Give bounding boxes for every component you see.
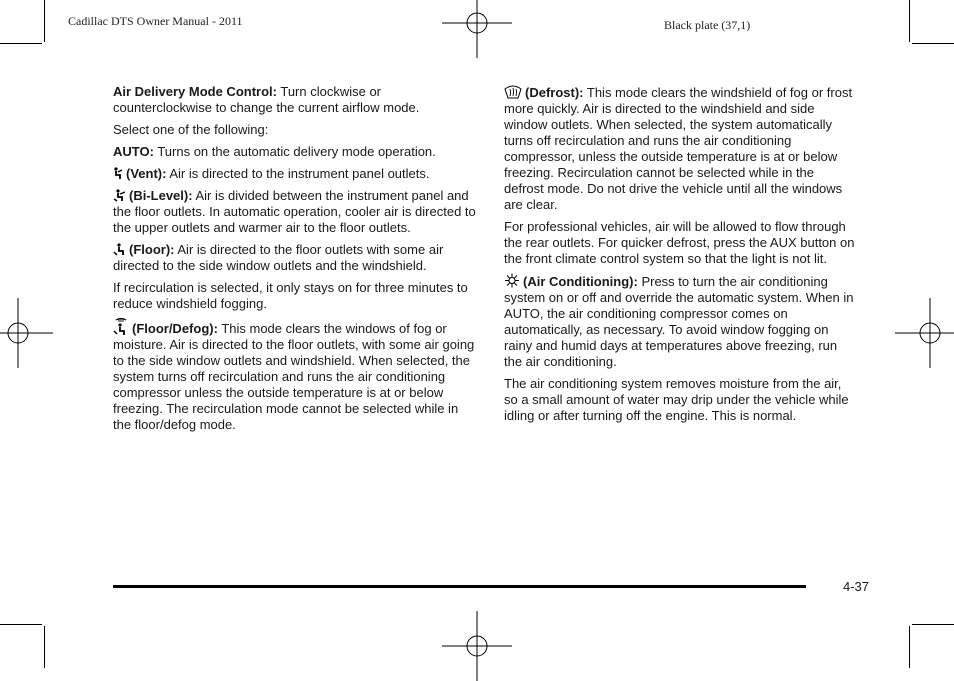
- paragraph-recirculation: [113, 280, 479, 312]
- header-plate-label: Black plate (37,1): [664, 18, 751, 32]
- paragraph-vent: [113, 166, 479, 182]
- registration-mark-bottom: [442, 611, 512, 681]
- text-bi-level: Air is divided between the instrument panel and the floor outlets. In automatic operation, cooler air is directed to the upper outlets and warmer air to the floor outlets.: [113, 188, 476, 235]
- header-manual-title: Cadillac DTS Owner Manual - 2011: [68, 14, 243, 28]
- floor-defog-mode-icon: [113, 318, 129, 336]
- paragraph-professional: [504, 219, 856, 267]
- paragraph-air-conditioning: [504, 273, 856, 370]
- text-select: Select one of the following:: [113, 122, 269, 137]
- term-floor-defog: (Floor/Defog):: [132, 321, 218, 336]
- paragraph-air-delivery: [113, 84, 479, 116]
- text-defrost: This mode clears the windshield of fog or frost more quickly. Air is directed to the windshield and side window outlets. When selected, the system automatically turns off recirculation and runs the air conditioning compressor, unless the outside temperature is at or below freezing. Recirculation cannot be selected while in the defrost mode. Do not drive the vehicle until all the windows are clear.: [504, 85, 853, 212]
- term-floor: (Floor):: [129, 242, 175, 257]
- text-air-delivery: Turn clockwise or counterclockwise to change the current airflow mode.: [113, 84, 420, 115]
- paragraph-auto: [113, 144, 479, 160]
- defrost-mode-icon: [504, 84, 522, 99]
- text-air-conditioning: Press to turn the air conditioning system on or off and override the automatic system. When in AUTO, the air conditioning compressor comes on automatically, as necessary. To avoid window fogging on rainy and humid days at temperatures above freezing, run the air conditioning.: [504, 274, 854, 369]
- text-floor: Air is directed to the floor outlets with some air directed to the side window outlets and the windshield.: [113, 242, 444, 273]
- term-defrost: (Defrost):: [525, 85, 584, 100]
- text-vent: Air is directed to the instrument panel outlets.: [169, 166, 430, 181]
- registration-mark-top: [442, 0, 512, 58]
- paragraph-floor-defog: [113, 318, 479, 433]
- bi-level-mode-icon: [113, 189, 126, 202]
- registration-mark-left: [0, 298, 53, 368]
- term-vent: (Vent):: [126, 166, 167, 181]
- vent-mode-icon: [113, 167, 123, 180]
- text-auto: Turns on the automatic delivery mode operation.: [157, 144, 436, 159]
- paragraph-defrost: [504, 84, 856, 213]
- paragraph-select: [113, 122, 479, 138]
- right-column: [504, 84, 856, 430]
- left-column: [113, 84, 479, 439]
- text-floor-defog: This mode clears the windows of fog or moisture. Air is directed to the floor outlets, with some air going to the side window outlets and windshield. When selected, the system turns off recirculation and runs the air conditioning compressor unless the outside temperature is at or below freezing. The recirculation mode cannot be selected while in the floor/defog mode.: [113, 321, 475, 432]
- text-professional: For professional vehicles, air will be allowed to flow through the rear outlets. For quicker defrost, press the AUX button on the front climate control system so that the light is not lit.: [504, 219, 855, 266]
- page-number: 4-37: [843, 579, 870, 594]
- text-recirculation: If recirculation is selected, it only stays on for three minutes to reduce windshield fogging.: [113, 280, 468, 311]
- term-air-delivery: Air Delivery Mode Control:: [113, 84, 277, 99]
- paragraph-floor: [113, 242, 479, 274]
- registration-mark-right: [895, 298, 954, 368]
- floor-mode-icon: [113, 243, 126, 256]
- term-auto: AUTO:: [113, 144, 154, 159]
- paragraph-bi-level: [113, 188, 479, 236]
- air-conditioning-snowflake-icon: [504, 273, 520, 288]
- footer-rule: [113, 585, 806, 588]
- text-moisture: The air conditioning system removes moisture from the air, so a small amount of water may drip under the vehicle while idling or after turning off the engine. This is normal.: [504, 376, 849, 423]
- paragraph-moisture: [504, 376, 856, 424]
- term-bi-level: (Bi-Level):: [129, 188, 193, 203]
- term-air-conditioning: (Air Conditioning):: [523, 274, 638, 289]
